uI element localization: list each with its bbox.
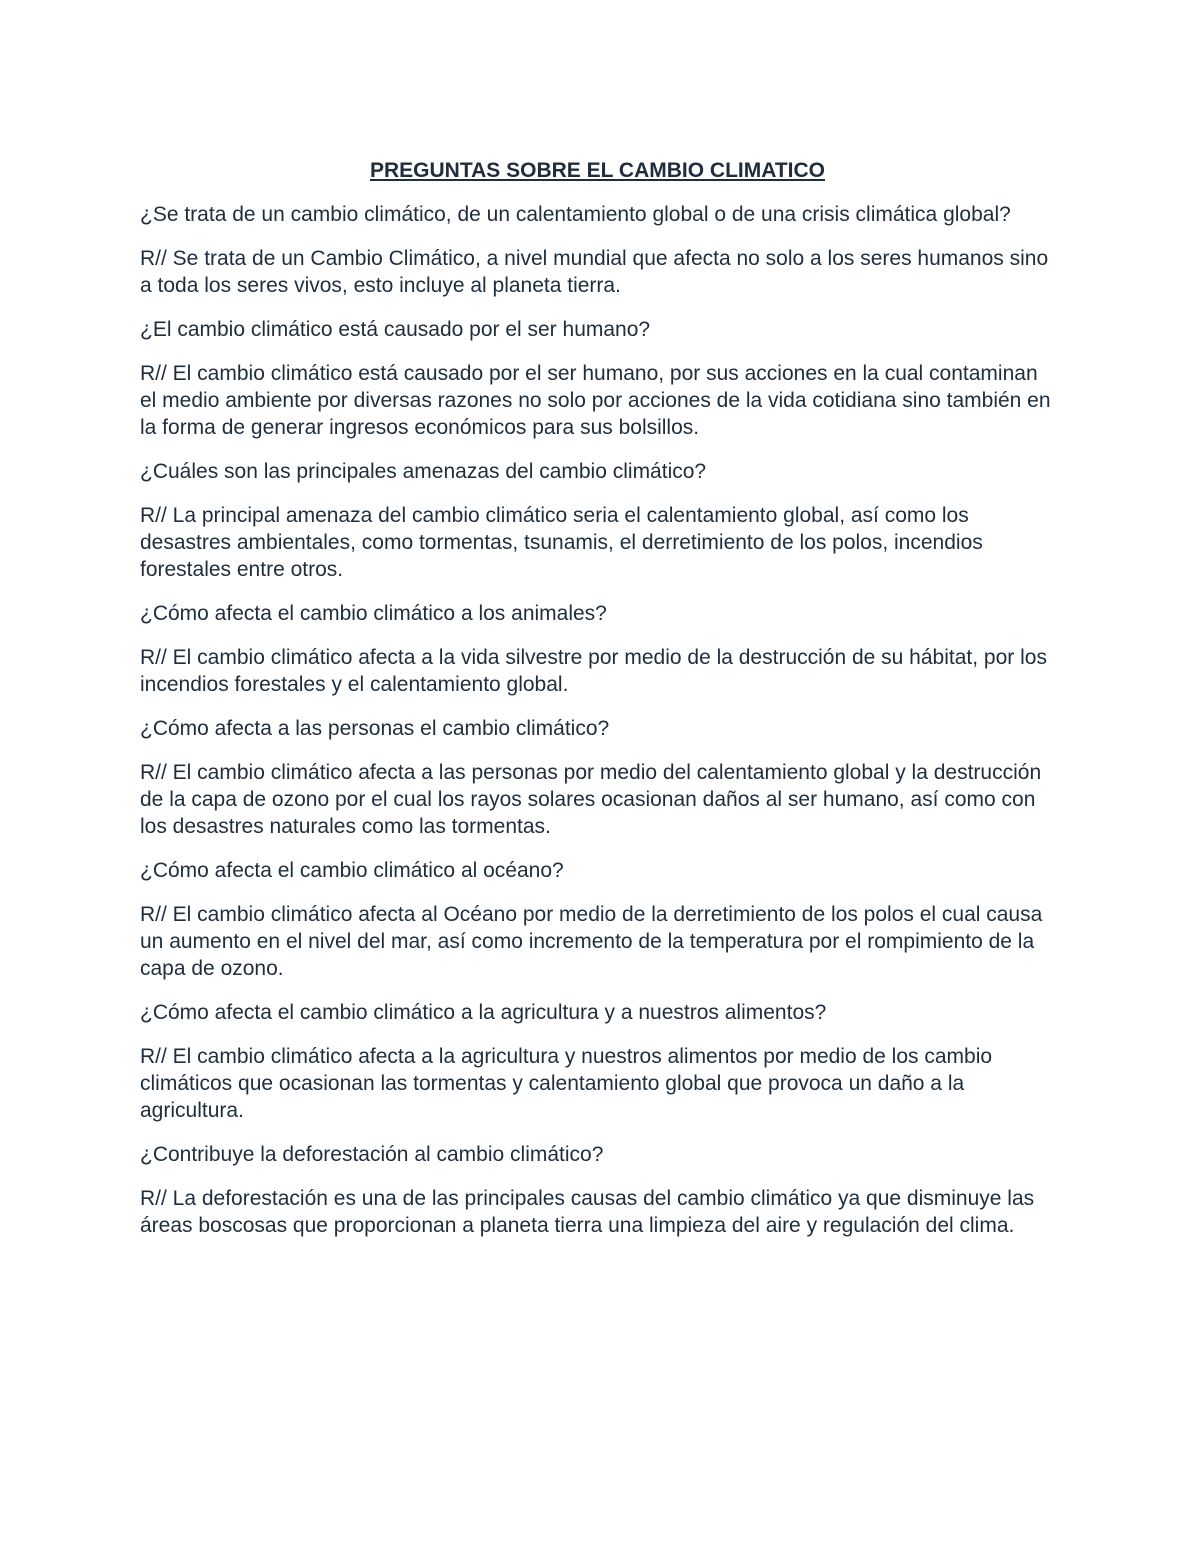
qa-item: [140, 600, 1055, 698]
answer-text: R// La principal amenaza del cambio climático seria el calentamiento global, así como los desastres ambientales, como tormentas, tsunamis, el derretimiento de los polos, incendios forestales entre otros.: [140, 504, 983, 581]
question-text: ¿El cambio climático está causado por el ser humano?: [140, 318, 651, 341]
qa-item: [140, 316, 1055, 441]
answer-text: R// Se trata de un Cambio Climático, a nivel mundial que afecta no solo a los seres humanos sino a toda los seres vivos, esto incluye al planeta tierra.: [140, 247, 1049, 297]
question-text: ¿Cómo afecta el cambio climático al océano?: [140, 859, 564, 882]
document-body: [140, 157, 1055, 1256]
answer-text: R// La deforestación es una de las principales causas del cambio climático ya que disminuye las áreas boscosas que proporcionan a planeta tierra una limpieza del aire y regulación del clima.: [140, 1187, 1035, 1237]
question-text: ¿Se trata de un cambio climático, de un calentamiento global o de una crisis climática global?: [140, 203, 1011, 226]
answer-text: R// El cambio climático afecta a las personas por medio del calentamiento global y la destrucción de la capa de ozono por el cual los rayos solares ocasionan daños al ser humano, así como con los desastres naturales como las tormentas.: [140, 761, 1042, 838]
question-text: ¿Contribuye la deforestación al cambio climático?: [140, 1143, 604, 1166]
answer-text: R// El cambio climático afecta a la vida silvestre por medio de la destrucción de su hábitat, por los incendios forestales y el calentamiento global.: [140, 646, 1047, 696]
qa-item: [140, 857, 1055, 982]
answer-text: R// El cambio climático afecta a la agricultura y nuestros alimentos por medio de los cambio climáticos que ocasionan las tormentas y calentamiento global que provoca un daño a la agricultura.: [140, 1045, 993, 1122]
answer-text: R// El cambio climático está causado por el ser humano, por sus acciones en la cual contaminan el medio ambiente por diversas razones no solo por acciones de la vida cotidiana sino también en la forma de generar ingresos económicos para sus bolsillos.: [140, 362, 1051, 439]
question-text: ¿Cómo afecta a las personas el cambio climático?: [140, 717, 610, 740]
document-title: PREGUNTAS SOBRE EL CAMBIO CLIMATICO: [369, 159, 825, 182]
qa-item: [140, 715, 1055, 840]
question-text: ¿Cómo afecta el cambio climático a los animales?: [140, 602, 607, 625]
qa-item: [140, 458, 1055, 583]
qa-item: [140, 999, 1055, 1124]
question-text: ¿Cómo afecta el cambio climático a la agricultura y a nuestros alimentos?: [140, 1001, 827, 1024]
qa-item: [140, 1141, 1055, 1239]
qa-item: [140, 201, 1055, 299]
question-text: ¿Cuáles son las principales amenazas del cambio climático?: [140, 460, 707, 483]
answer-text: R// El cambio climático afecta al Océano por medio de la derretimiento de los polos el cual causa un aumento en el nivel del mar, así como incremento de la temperatura por el rompimiento de la capa de ozono.: [140, 903, 1043, 980]
